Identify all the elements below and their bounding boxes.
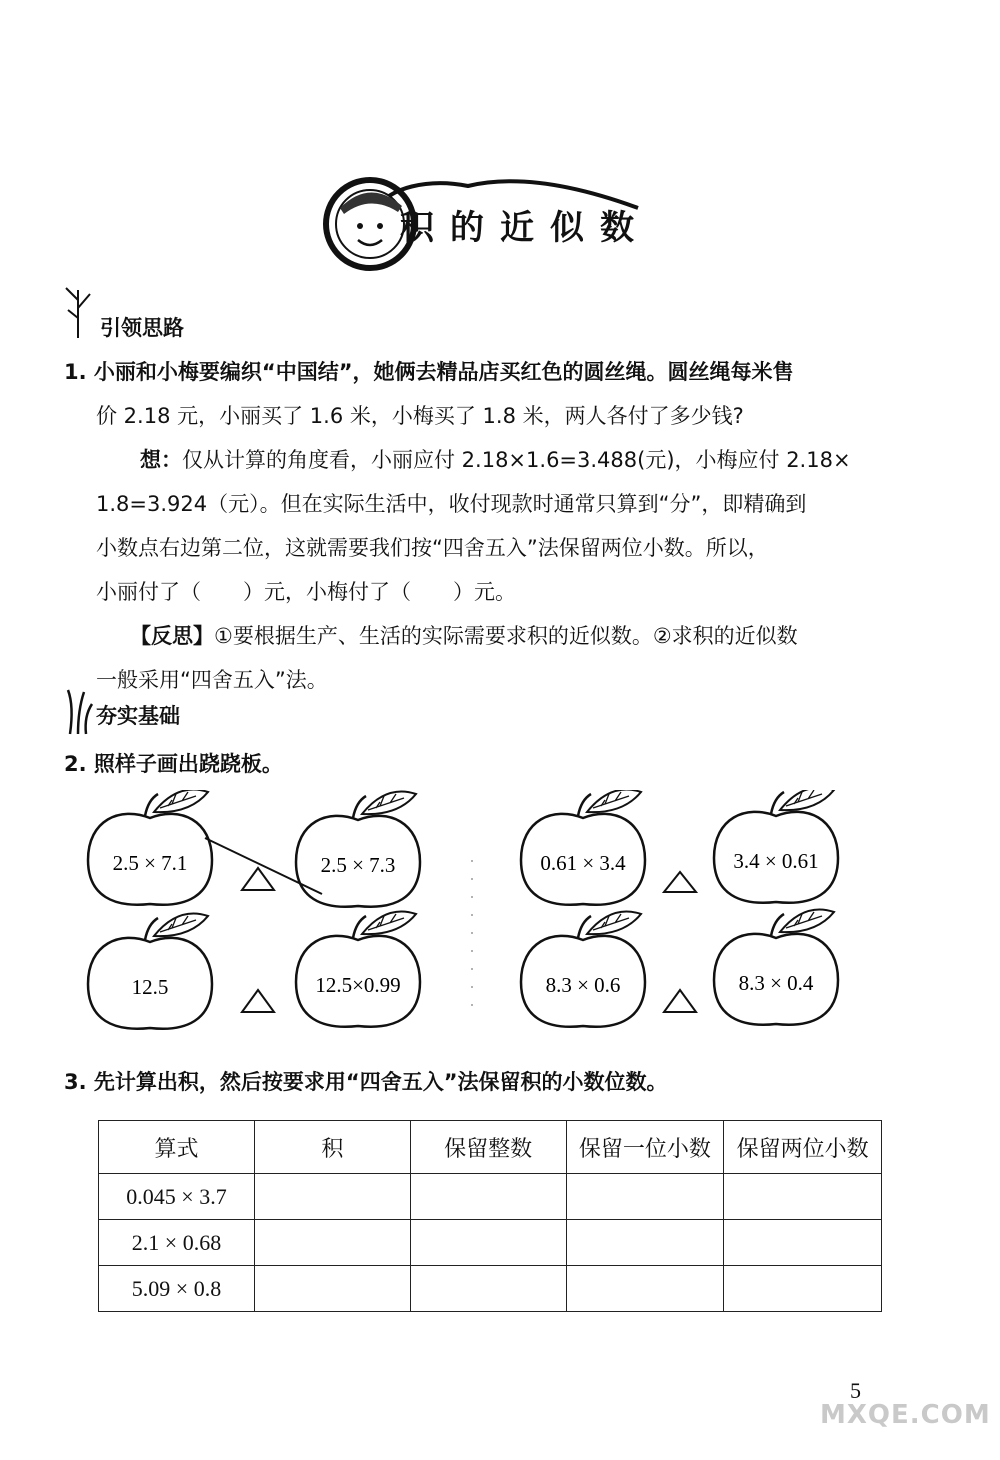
table-header-row (99, 1121, 882, 1174)
q3-text: 3. 先计算出积，然后按要求用“四舍五入”法保留积的小数位数。 (64, 1070, 668, 1094)
grass-icon (64, 686, 94, 736)
apple-1-label: 2.5 × 7.1 (112, 851, 188, 875)
answer-cell[interactable] (724, 1174, 882, 1220)
apple-6-label: 12.5×0.99 (315, 973, 401, 997)
answer-cell[interactable] (410, 1266, 566, 1312)
header-integer: 保留整数 (410, 1121, 566, 1174)
table-row (99, 1174, 882, 1220)
calc-table (98, 1120, 882, 1312)
q1-think (140, 438, 851, 482)
q2-text: 2. 照样子画出跷跷板。 (64, 752, 283, 776)
reflect-line1: ①要根据生产、生活的实际需要求积的近似数。②求积的近似数 (214, 624, 798, 648)
page-title: 积的近似数 (400, 208, 650, 248)
think-line4: 小丽付了（ ）元，小梅付了（ ）元。 (96, 580, 516, 604)
apple-8-label: 8.3 × 0.4 (738, 971, 814, 995)
apple-1 (88, 790, 212, 905)
seesaw-apples (0, 790, 1000, 1040)
think-line3: 小数点右边第二位，这就需要我们按“四舍五入”法保留两位小数。所以， (96, 536, 769, 560)
apple-7 (521, 912, 645, 1027)
header-product: 积 (255, 1121, 411, 1174)
apple-5 (88, 914, 212, 1029)
q1-reflect (130, 614, 798, 658)
answer-cell[interactable] (255, 1220, 411, 1266)
apple-7-label: 8.3 × 0.6 (545, 973, 621, 997)
apple-5-label: 12.5 (131, 975, 169, 999)
answer-cell[interactable] (566, 1174, 724, 1220)
reflect-label: 【反思】 (130, 624, 214, 648)
header-two-decimal: 保留两位小数 (724, 1121, 882, 1174)
table-row (99, 1220, 882, 1266)
answer-cell[interactable] (255, 1174, 411, 1220)
header-expression: 算式 (99, 1121, 255, 1174)
reflect-line2: 一般采用“四舍五入”法。 (96, 668, 328, 692)
apple-8 (714, 910, 838, 1025)
apple-2-label: 2.5 × 7.3 (320, 853, 396, 877)
think-line1: 仅从计算的角度看，小丽应付 2.18×1.6=3.488(元)，小梅应付 2.18× (182, 448, 851, 472)
answer-cell[interactable] (566, 1220, 724, 1266)
answer-cell[interactable] (566, 1266, 724, 1312)
row-expression: 2.1 × 0.68 (99, 1220, 255, 1266)
apple-3-label: 0.61 × 3.4 (540, 851, 626, 875)
apple-4-label: 3.4 × 0.61 (733, 849, 819, 873)
page-number: 5 (850, 1378, 861, 1403)
apple-6 (296, 912, 420, 1027)
seesaw-fulcrum-1 (242, 868, 274, 890)
table-row (99, 1266, 882, 1312)
section-guide-heading: 引领思路 (100, 316, 184, 340)
branch-icon (60, 280, 96, 340)
seesaw-fulcrum-4 (664, 990, 696, 1012)
row-expression: 5.09 × 0.8 (99, 1266, 255, 1312)
q1-line2: 价 2.18 元，小丽买了 1.6 米，小梅买了 1.8 米，两人各付了多少钱? (96, 404, 744, 428)
answer-cell[interactable] (410, 1174, 566, 1220)
answer-cell[interactable] (724, 1220, 882, 1266)
answer-cell[interactable] (724, 1266, 882, 1312)
apple-3 (521, 790, 645, 905)
row-expression: 0.045 × 3.7 (99, 1174, 255, 1220)
think-label: 想： (140, 448, 182, 472)
section-base-heading: 夯实基础 (96, 704, 180, 728)
answer-cell[interactable] (255, 1266, 411, 1312)
seesaw-fulcrum-2 (664, 872, 696, 892)
header-one-decimal: 保留一位小数 (566, 1121, 724, 1174)
watermark: MXQE.COM (820, 1400, 991, 1430)
q1-line1: 1. 小丽和小梅要编织“中国结”，她俩去精品店买红色的圆丝绳。圆丝绳每米售 (64, 360, 794, 384)
seesaw-fulcrum-3 (242, 990, 274, 1012)
answer-cell[interactable] (410, 1220, 566, 1266)
think-line2: 1.8=3.924（元）。但在实际生活中，收付现款时通常只算到“分”，即精确到 (96, 492, 807, 516)
apple-4 (714, 790, 838, 903)
